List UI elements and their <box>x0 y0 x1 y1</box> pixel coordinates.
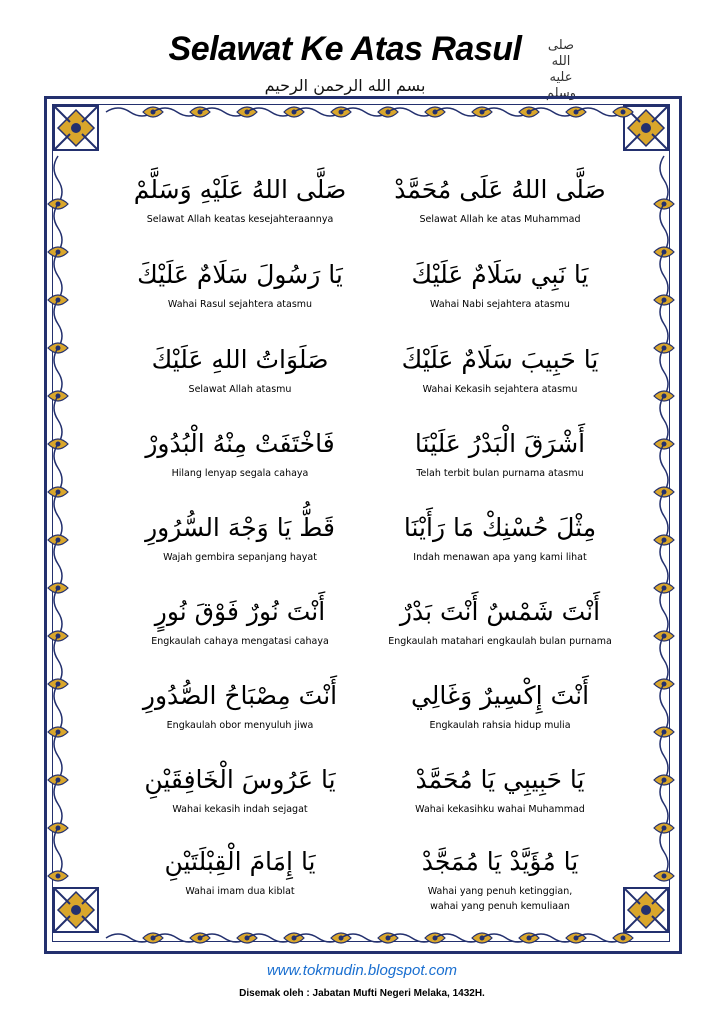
verse-translation: Selawat Allah ke atas Muhammad <box>419 214 581 225</box>
verse-entry <box>105 170 375 227</box>
verse-arabic: أَنْتَ إِكْسِيرٌ وَغَالِي <box>410 681 590 710</box>
verse-entry <box>365 340 635 397</box>
verse-translation: Wahai imam dua kiblat <box>185 886 295 897</box>
verse-entry <box>365 170 635 227</box>
verse-translation: Wajah gembira sepanjang hayat <box>163 552 317 563</box>
verse-translation: Selawat Allah keatas kesejahteraannya <box>146 214 334 225</box>
verse-arabic: يَا نَبِي سَلَامٌ عَلَيْكَ <box>411 260 589 289</box>
verse-translation: Wahai Kekasih sejahtera atasmu <box>422 384 578 395</box>
verse-entry <box>365 842 635 914</box>
verse-translation: Wahai kekasihku wahai Muhammad <box>415 804 585 815</box>
verse-entry <box>105 340 375 397</box>
verse-entry <box>365 255 635 312</box>
verse-arabic: يَا حَبِيبِي يَا مُحَمَّدْ <box>415 765 585 794</box>
verse-translation-line2: wahai yang penuh kemuliaan <box>430 901 570 912</box>
reviewer-note: Disemak oleh : Jabatan Mufti Negeri Melaka, 1432H. <box>239 988 485 999</box>
basmala: بسم الله الرحمن الرحيم <box>264 76 426 95</box>
verse-translation: Indah menawan apa yang kami lihat <box>413 552 587 563</box>
verse-translation: Wahai Nabi sejahtera atasmu <box>430 299 570 310</box>
verse-entry <box>105 508 375 565</box>
verse-entry <box>365 760 635 817</box>
website-link[interactable]: www.tokmudin.blogspot.com <box>266 962 458 979</box>
verse-entry <box>105 592 375 649</box>
verse-arabic: قَطُّ يَا وَجْهَ السُّرُورِ <box>145 513 335 542</box>
verse-entry <box>365 592 635 649</box>
verse-arabic: يَا عَرُوسَ الْخَافِقَيْنِ <box>144 765 336 794</box>
verse-entry <box>365 424 635 481</box>
verse-translation: Selawat Allah atasmu <box>188 384 292 395</box>
verse-translation: Wahai Rasul sejahtera atasmu <box>167 299 313 310</box>
verse-translation: Hilang lenyap segala cahaya <box>171 468 309 479</box>
verse-arabic: أَنْتَ نُورٌ فَوْقَ نُورٍ <box>154 597 326 626</box>
salawat-seal: صلى الله عليه وسلم <box>545 38 577 101</box>
verse-entry <box>105 424 375 481</box>
verse-arabic: يَا مُؤَيَّدْ يَا مُمَجَّدْ <box>421 847 579 876</box>
verse-translation: Engkaulah cahaya mengatasi cahaya <box>151 636 329 647</box>
verse-entry <box>105 676 375 733</box>
verse-arabic: يَا حَبِيبَ سَلَامٌ عَلَيْكَ <box>401 345 599 374</box>
verse-arabic: صَلَوَاتُ اللهِ عَلَيْكَ <box>151 345 329 374</box>
verse-entry <box>365 676 635 733</box>
verse-arabic: أَشْرَقَ الْبَدْرُ عَلَيْنَا <box>414 429 586 458</box>
verse-arabic: يَا رَسُولَ سَلَامٌ عَلَيْكَ <box>137 260 343 289</box>
verse-translation: Wahai kekasih indah sejagat <box>172 804 308 815</box>
verse-entry <box>105 842 375 899</box>
verse-entry <box>105 760 375 817</box>
verse-arabic: أَنْتَ شَمْسٌ أَنْتَ بَدْرٌ <box>399 597 601 626</box>
verse-arabic: صَلَّى اللهُ عَلَيْهِ وَسَلَّمْ <box>133 175 347 204</box>
page-title: Selawat Ke Atas Rasul <box>168 30 522 68</box>
verse-translation: Engkaulah matahari engkaulah bulan purnama <box>388 636 612 647</box>
verse-arabic: فَاخْتَفَتْ مِنْهُ الْبُدُورْ <box>145 429 335 458</box>
verse-arabic: يَا إِمَامَ الْقِبْلَتَيْنِ <box>164 847 316 876</box>
verse-arabic: مِثْلَ حُسْنِكْ مَا رَأَيْنَا <box>403 513 597 542</box>
verse-arabic: أَنْتَ مِصْبَاحُ الصُّدُورِ <box>142 681 338 710</box>
verse-translation: Telah terbit bulan purnama atasmu <box>416 468 584 479</box>
verse-translation: Wahai yang penuh ketinggian, <box>427 886 573 897</box>
verse-translation: Engkaulah obor menyuluh jiwa <box>166 720 314 731</box>
verse-entry <box>105 255 375 312</box>
verse-translation: Engkaulah rahsia hidup mulia <box>429 720 571 731</box>
verse-entry <box>365 508 635 565</box>
verse-arabic: صَلَّى اللهُ عَلَى مُحَمَّدْ <box>394 175 606 204</box>
